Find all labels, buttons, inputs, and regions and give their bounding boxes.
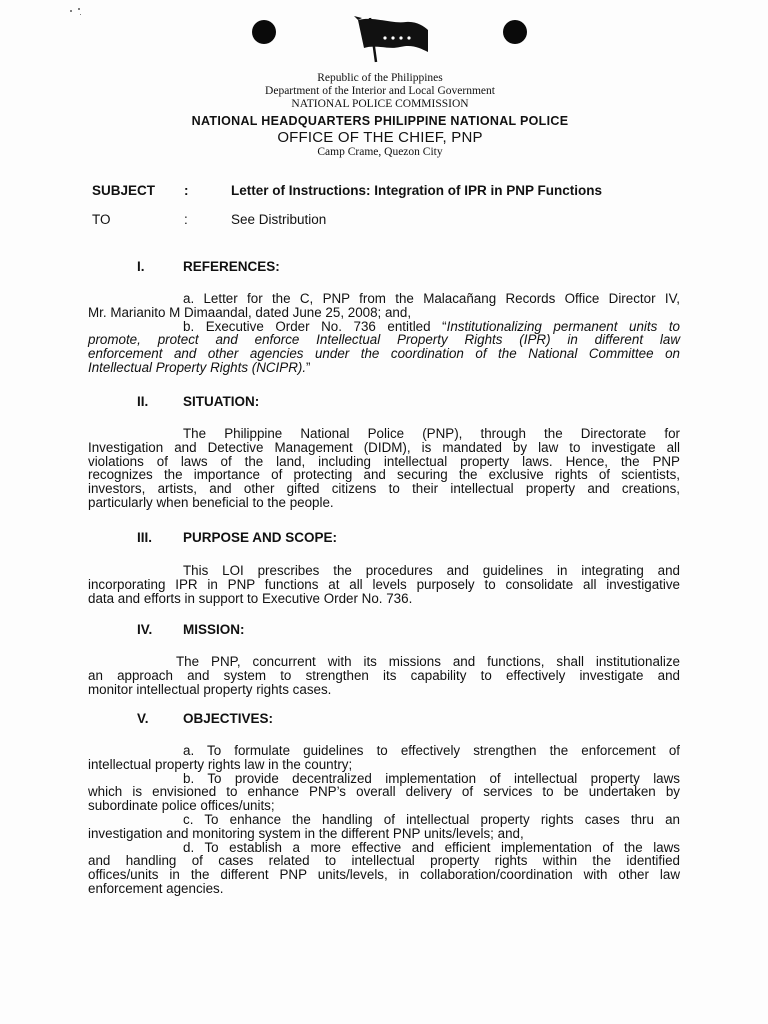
to-value: See Distribution bbox=[231, 212, 327, 227]
section-number: II. bbox=[137, 394, 149, 409]
section-title: OBJECTIVES: bbox=[183, 711, 274, 726]
section-number: I. bbox=[137, 259, 145, 274]
objective-c-line: investigation and monitoring system in the different PNP units/levels; and, bbox=[88, 825, 524, 841]
subject-value: Letter of Instructions: Integration of IPR in PNP Functions bbox=[231, 183, 603, 198]
situation-body bbox=[88, 427, 680, 510]
letterhead-office: OFFICE OF THE CHIEF, PNP bbox=[277, 129, 483, 146]
to-label: TO bbox=[92, 212, 111, 227]
paragraph-line: The PNP, concurrent with its missions and functions, shall institutionalize bbox=[176, 654, 680, 669]
objective-c-line: c. To enhance the handling of intellectual property rights cases thru an bbox=[183, 811, 680, 827]
paragraph-line: monitor intellectual property rights cases. bbox=[88, 681, 332, 697]
paragraph-line: incorporating IPR in PNP functions at all levels purposely to consolidate all investigative bbox=[88, 576, 680, 592]
reference-b-lead: b. Executive Order No. 736 entitled “ bbox=[183, 318, 447, 334]
section-number: V. bbox=[137, 711, 149, 726]
scan-speck bbox=[78, 8, 80, 10]
paragraph-line: investors, artists, and other gifted citizens to their intellectual property and creations, bbox=[88, 481, 680, 497]
letterhead-location: Camp Crame, Quezon City bbox=[317, 146, 443, 158]
paragraph-line: This LOI prescribes the procedures and guidelines in integrating and bbox=[183, 563, 680, 578]
reference-b-title: Institutionalizing permanent units to bbox=[446, 318, 680, 334]
paragraph-line: violations of laws of the land, including intellectual property laws. Hence, the PNP bbox=[88, 453, 680, 469]
section-number: IV. bbox=[137, 622, 153, 637]
scan-speck bbox=[70, 10, 72, 12]
reference-b-title-end: Intellectual Property Rights (NCIPR). bbox=[88, 359, 307, 375]
scan-speck bbox=[80, 14, 81, 15]
paragraph-line: data and efforts in support to Executive Order No. 736. bbox=[88, 590, 413, 606]
section-title: PURPOSE AND SCOPE: bbox=[183, 530, 338, 545]
references-body bbox=[88, 292, 680, 375]
letterhead-department: Department of the Interior and Local Government bbox=[265, 85, 495, 97]
reference-b-close-quote: ” bbox=[306, 359, 311, 375]
mission-body bbox=[88, 655, 680, 696]
objective-d-line: offices/units in the different PNP units/levels, in collaboration/coordination with other law bbox=[88, 867, 680, 883]
right-seal-dot-icon bbox=[503, 20, 527, 44]
objective-d-line: d. To establish a more effective and efficient implementation of the laws bbox=[183, 839, 680, 855]
subject-label: SUBJECT bbox=[92, 183, 156, 198]
to-colon: : bbox=[184, 212, 188, 227]
reference-a-line: a. Letter for the C, PNP from the Malacañang Records Office Director IV, bbox=[183, 291, 680, 306]
section-title: MISSION: bbox=[183, 622, 245, 637]
letterhead-headquarters: NATIONAL HEADQUARTERS PHILIPPINE NATIONAL POLICE bbox=[191, 114, 569, 128]
reference-b-title-line: promote, protect and enforce Intellectual Property Rights (IPR) in different law bbox=[88, 332, 680, 348]
section-title: REFERENCES: bbox=[183, 259, 280, 274]
paragraph-line: The Philippine National Police (PNP), through the Directorate for bbox=[183, 426, 680, 441]
subject-colon: : bbox=[184, 183, 189, 198]
paragraph-line: recognizes the importance of protecting and securing the exclusive rights of scientists, bbox=[88, 467, 680, 483]
reference-a-line: Mr. Marianito M Dimaandal, dated June 25, 2008; and, bbox=[88, 304, 412, 320]
reference-b-title-line: enforcement and other agencies under the coordination of the National Committee on bbox=[88, 346, 680, 362]
paragraph-line: Investigation and Detective Management (DIDM), is mandated by law to investigate all bbox=[88, 439, 680, 455]
reference-b-line bbox=[88, 320, 680, 334]
paragraph-line: an approach and system to strengthen its capability to effectively investigate and bbox=[88, 667, 680, 683]
objective-b-line: subordinate police offices/units; bbox=[88, 798, 275, 814]
letterhead-republic: Republic of the Philippines bbox=[317, 72, 443, 84]
objective-a-line: intellectual property rights law in the country; bbox=[88, 756, 353, 772]
objective-a-line: a. To formulate guidelines to effectively strengthen the enforcement of bbox=[183, 743, 680, 758]
section-title: SITUATION: bbox=[183, 394, 260, 409]
letterhead-commission: NATIONAL POLICE COMMISSION bbox=[291, 98, 469, 110]
objectives-body bbox=[88, 744, 680, 896]
paragraph-line: particularly when beneficial to the people. bbox=[88, 494, 334, 510]
left-seal-dot-icon bbox=[252, 20, 276, 44]
objective-d-line: enforcement agencies. bbox=[88, 880, 224, 896]
reference-b-line bbox=[88, 361, 680, 375]
objective-b-line: b. To provide decentralized implementation of intellectual property laws bbox=[183, 770, 680, 786]
general-star-flag-icon bbox=[350, 14, 434, 64]
purpose-body bbox=[88, 564, 680, 605]
objective-d-line: and handling of cases related to intellectual property rights within the identified bbox=[88, 853, 680, 869]
objective-b-line: which is envisioned to enhance PNP’s overall delivery of services to be undertaken by bbox=[88, 784, 680, 800]
section-number: III. bbox=[137, 530, 153, 545]
